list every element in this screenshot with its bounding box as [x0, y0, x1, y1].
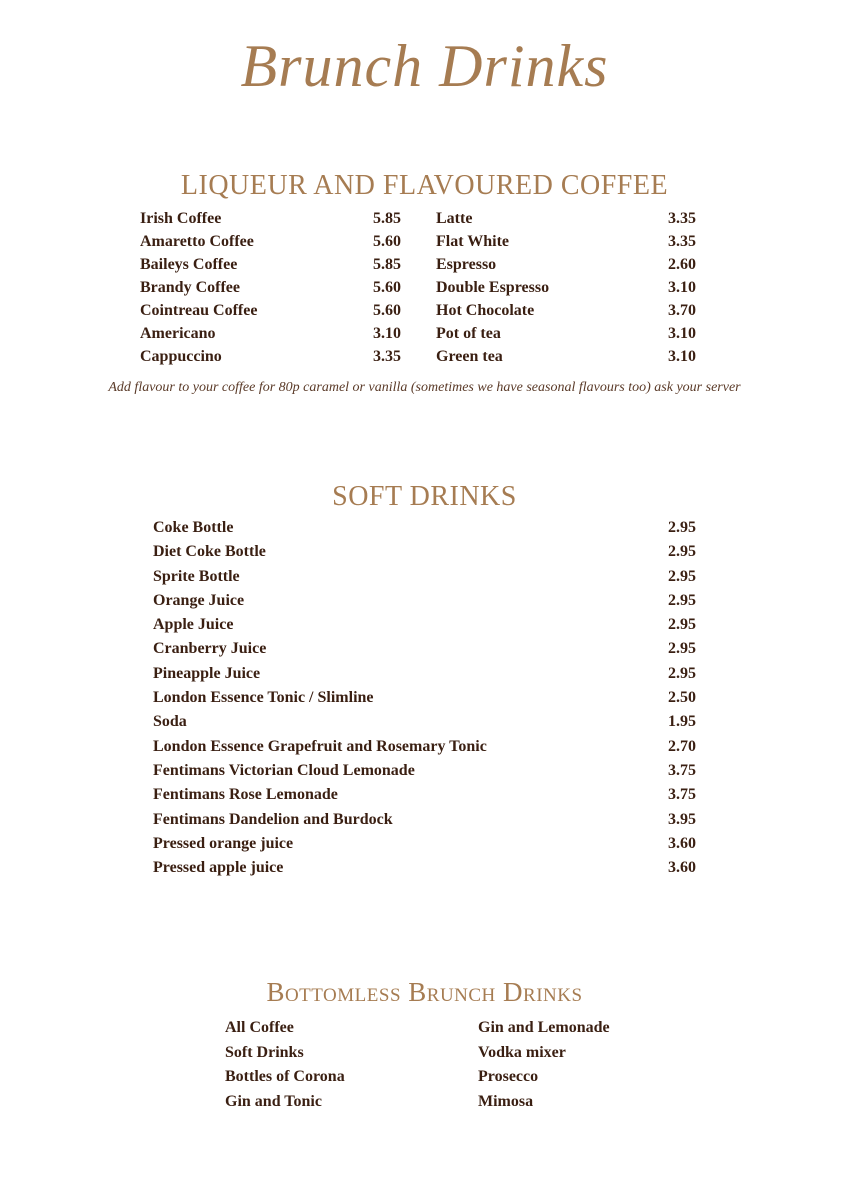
item-price: 3.70	[668, 302, 696, 319]
item-name: Fentimans Rose Lemonade	[153, 786, 338, 804]
menu-item	[140, 345, 401, 368]
item-name: Soda	[153, 713, 187, 731]
menu-item	[140, 322, 401, 345]
item-price: 3.10	[668, 325, 696, 342]
item-name: Fentimans Victorian Cloud Lemonade	[153, 761, 415, 779]
menu-item	[436, 230, 696, 253]
item-name: Cappuccino	[140, 348, 222, 365]
coffee-list-right	[436, 207, 696, 368]
item-price: 3.95	[668, 810, 696, 828]
menu-item	[153, 783, 696, 807]
menu-item	[153, 637, 696, 661]
item-name: Double Espresso	[436, 279, 550, 296]
item-price: 3.35	[668, 210, 696, 227]
item-price: 2.60	[668, 256, 696, 273]
menu-item	[436, 299, 696, 322]
menu-item	[436, 207, 696, 230]
soft-drinks-heading: SOFT DRINKS	[332, 481, 517, 512]
item-name: Fentimans Dandelion and Burdock	[153, 810, 393, 828]
item-name: Americano	[140, 325, 216, 342]
item-price: 3.60	[668, 859, 696, 877]
item-name: Green tea	[436, 348, 503, 365]
menu-item	[153, 686, 696, 710]
menu-item	[153, 710, 696, 734]
item-price: 2.95	[668, 616, 696, 634]
item-price: 2.95	[668, 640, 696, 658]
item-name: Pineapple Juice	[153, 664, 261, 682]
menu-item	[153, 589, 696, 613]
menu-item: All Coffee	[225, 1019, 294, 1036]
item-price: 3.75	[668, 786, 696, 804]
item-name: Pressed apple juice	[153, 859, 284, 877]
item-price: 5.60	[373, 233, 401, 250]
menu-item	[436, 253, 696, 276]
item-name: Latte	[436, 210, 473, 227]
item-name: Hot Chocolate	[436, 302, 535, 319]
item-name: Orange Juice	[153, 591, 245, 609]
item-price: 5.85	[373, 256, 401, 273]
item-name: Cranberry Juice	[153, 640, 267, 658]
menu-item: Soft Drinks	[225, 1043, 304, 1061]
item-name: Espresso	[436, 256, 497, 273]
item-price: 3.35	[373, 348, 401, 365]
item-price: 3.10	[373, 325, 401, 342]
item-name: Apple Juice	[153, 616, 234, 634]
menu-item: Vodka mixer	[478, 1043, 566, 1061]
menu-item	[153, 565, 696, 589]
item-name: Irish Coffee	[140, 210, 222, 227]
menu-item	[153, 856, 696, 880]
item-name: London Essence Tonic / Slimline	[153, 689, 374, 707]
bottomless-heading: Bottomless Brunch Drinks	[266, 977, 583, 1007]
item-price: 1.95	[668, 713, 696, 731]
coffee-section-heading: LIQUEUR AND FLAVOURED COFFEE	[180, 170, 669, 201]
item-price: 5.60	[373, 302, 401, 319]
item-name: Brandy Coffee	[140, 279, 240, 296]
coffee-flavour-note: Add flavour to your coffee for 80p caramel or vanilla (sometimes we have seasonal flavours too) ask your server	[108, 380, 741, 395]
item-price: 2.95	[668, 519, 696, 536]
soft-drinks-list	[153, 516, 696, 880]
menu-item: Gin and Tonic	[225, 1092, 322, 1110]
menu-item: Bottles of Corona	[225, 1068, 345, 1085]
item-price: 5.60	[373, 279, 401, 296]
item-name: Pot of tea	[436, 325, 501, 342]
menu-item	[140, 253, 401, 276]
bottomless-list-right	[478, 1016, 678, 1114]
menu-item	[153, 832, 696, 856]
menu-item	[140, 230, 401, 253]
bottomless-list-left	[225, 1016, 455, 1114]
item-price: 3.10	[668, 279, 696, 296]
menu-item	[153, 808, 696, 832]
item-price: 2.95	[668, 543, 696, 561]
item-name: Cointreau Coffee	[140, 302, 258, 319]
menu-item	[153, 540, 696, 564]
menu-item: Prosecco	[478, 1068, 539, 1085]
menu-item	[153, 759, 696, 783]
menu-item	[153, 516, 696, 540]
menu-item	[140, 207, 401, 230]
item-price: 5.85	[373, 210, 401, 227]
menu-item	[153, 662, 696, 686]
menu-item	[436, 345, 696, 368]
item-name: Flat White	[436, 233, 510, 250]
item-price: 3.10	[668, 348, 696, 365]
menu-item	[140, 299, 401, 322]
item-price: 2.95	[668, 664, 696, 682]
item-price: 3.75	[668, 761, 696, 779]
menu-item: Mimosa	[478, 1092, 534, 1110]
item-name: Diet Coke Bottle	[153, 543, 266, 561]
item-name: London Essence Grapefruit and Rosemary Tonic	[153, 737, 487, 755]
menu-item: Gin and Lemonade	[478, 1019, 610, 1036]
coffee-list-left	[140, 207, 401, 368]
item-price: 2.95	[668, 591, 696, 609]
item-price: 2.70	[668, 737, 696, 755]
menu-item	[153, 735, 696, 759]
item-name: Baileys Coffee	[140, 256, 238, 273]
menu-item	[436, 276, 696, 299]
item-name: Sprite Bottle	[153, 567, 240, 585]
item-name: Pressed orange juice	[153, 834, 294, 852]
menu-item	[436, 322, 696, 345]
item-name: Amaretto Coffee	[140, 233, 254, 250]
item-price: 3.35	[668, 233, 696, 250]
item-price: 3.60	[668, 834, 696, 852]
item-price: 2.50	[668, 689, 696, 707]
item-price: 2.95	[668, 567, 696, 585]
menu-item	[153, 613, 696, 637]
page-title: Brunch Drinks	[240, 33, 609, 99]
menu-item	[140, 276, 401, 299]
item-name: Coke Bottle	[153, 519, 234, 536]
